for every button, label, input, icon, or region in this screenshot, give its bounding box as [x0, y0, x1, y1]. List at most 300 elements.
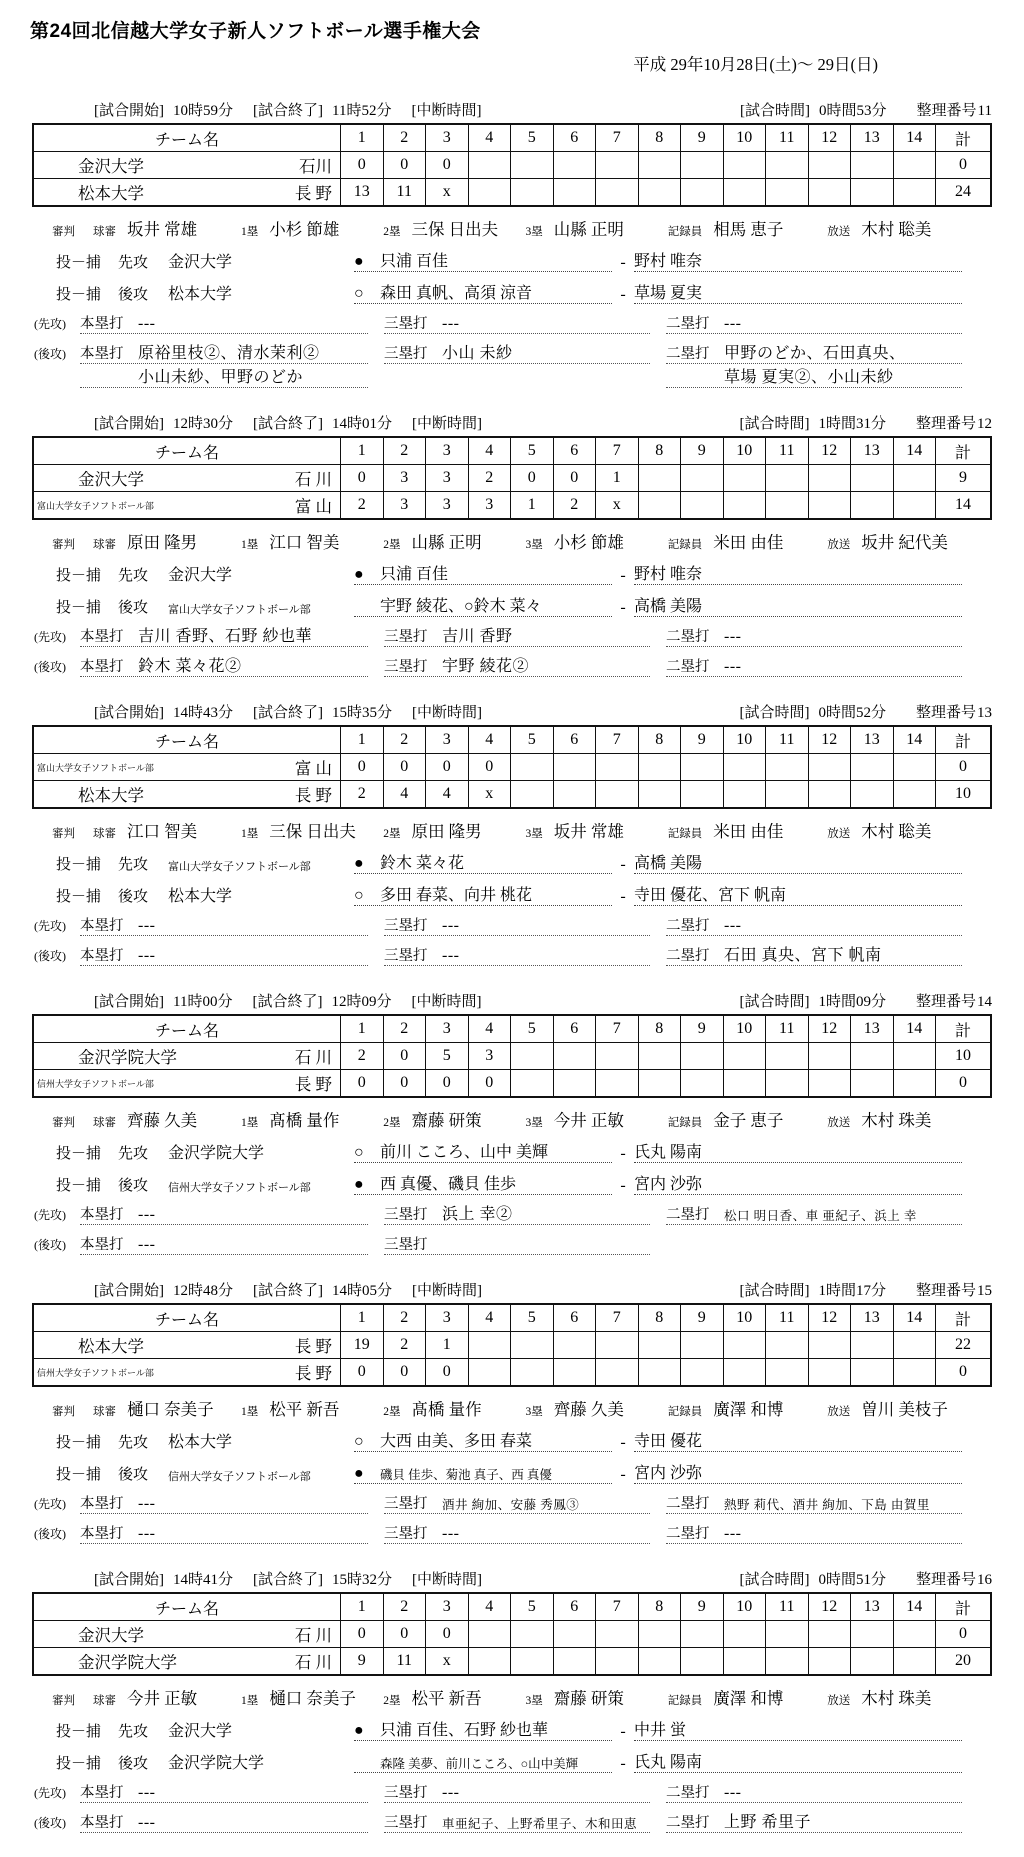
- inning-score: [511, 1332, 554, 1359]
- team-name-cell: [33, 1332, 341, 1359]
- inning-score: [723, 492, 766, 520]
- hit-segment: [666, 1490, 962, 1514]
- official-name: 木村 珠美: [861, 1111, 932, 1130]
- official-name: 坂井 常雄: [127, 220, 198, 239]
- inning-header: 9: [681, 124, 724, 152]
- official-role-label: 放送: [827, 226, 851, 238]
- pitcher-list: 前川 こころ、山中 美輝: [380, 1144, 549, 1161]
- battery-team-name: 金沢学院大学: [168, 1145, 265, 1162]
- hit-line: [666, 653, 962, 677]
- official-name: 髙橋 量作: [411, 1400, 482, 1419]
- battery-side-label: 先攻: [118, 1435, 149, 1451]
- battery-row: [56, 1138, 992, 1163]
- inning-header: 8: [638, 124, 681, 152]
- hit-line-2: [80, 364, 368, 388]
- hit-type-label: 本塁打: [80, 948, 124, 964]
- hit-players: 松口 明日香、車 亜紀子、浜上 幸: [724, 1209, 917, 1223]
- inning-score: [893, 754, 936, 781]
- inning-score: [851, 1621, 894, 1648]
- hit-segment: [666, 942, 962, 966]
- hit-players: 小山 未紗: [442, 345, 513, 362]
- official-name: 小杉 節雄: [269, 220, 340, 239]
- inning-score: [893, 1359, 936, 1387]
- battery-row: [56, 560, 992, 585]
- hit-type-label: 本塁打: [80, 1785, 124, 1801]
- inning-score: [511, 1043, 554, 1070]
- inning-score: [808, 492, 851, 520]
- inning-score: [893, 492, 936, 520]
- hit-segment: [384, 1490, 650, 1514]
- inning-score: 2: [341, 781, 384, 809]
- inning-header: 3: [426, 124, 469, 152]
- inning-score: 4: [383, 781, 426, 809]
- attack-side-label: (先攻): [34, 1208, 66, 1222]
- hit-type-label: 二塁打: [666, 1496, 710, 1512]
- hit-type-label: 二塁打: [666, 346, 710, 362]
- hit-line: [384, 1490, 650, 1514]
- team-name-header: チーム名: [33, 1593, 341, 1621]
- hit-type-label: 本塁打: [80, 1815, 124, 1831]
- inning-header: 6: [553, 1593, 596, 1621]
- serial-number: 13: [977, 705, 992, 721]
- hit-line: [666, 1520, 962, 1544]
- inning-score: 4: [426, 781, 469, 809]
- pitcher-list: 大西 由美、多田 春菜: [380, 1433, 533, 1450]
- inning-score: 0: [511, 465, 554, 492]
- inning-score: [851, 465, 894, 492]
- battery-row: [56, 1748, 992, 1773]
- hit-players: ---: [442, 1784, 460, 1801]
- hit-type-label: 本塁打: [80, 316, 124, 332]
- inning-score: [723, 179, 766, 207]
- inning-header: 12: [808, 124, 851, 152]
- official-role-label: 放送: [827, 539, 851, 551]
- inning-score: [553, 1359, 596, 1387]
- event-date: 平成 29年10月28日(土)～ 29日(日): [633, 55, 878, 74]
- meta-value: 11時52分: [332, 103, 392, 119]
- hit-type-label: 三塁打: [384, 1207, 428, 1223]
- team-row: [33, 465, 991, 492]
- scoreboard-header-row: [33, 1593, 991, 1621]
- inning-header: 11: [766, 726, 809, 754]
- meta-label: [試合開始]: [94, 416, 164, 432]
- inning-header: 14: [893, 726, 936, 754]
- inning-score: [596, 1359, 639, 1387]
- extra-base-hits-row: [34, 942, 992, 966]
- serial-label: 整理番号: [915, 416, 976, 432]
- inning-score: [808, 1648, 851, 1676]
- battery-side-label: 先攻: [118, 568, 149, 584]
- hit-line: [384, 1779, 650, 1803]
- hit-players: 吉川 香野: [442, 628, 513, 645]
- hit-line: [666, 1201, 962, 1225]
- inning-score: [723, 465, 766, 492]
- scoreboard-header-row: [33, 726, 991, 754]
- pitcher-names: [354, 1465, 612, 1484]
- official-name: 原田 隆男: [411, 822, 482, 841]
- inning-header: 2: [383, 1593, 426, 1621]
- official-role-label: 3塁: [525, 1406, 543, 1418]
- result-mark: ○: [354, 285, 364, 302]
- official-role-label: 記録員: [667, 1695, 703, 1707]
- hit-segment: [384, 942, 650, 966]
- hit-line: [80, 653, 368, 677]
- inning-score: [681, 152, 724, 179]
- inning-header: 11: [766, 437, 809, 465]
- meta-value: 10時59分: [173, 103, 234, 119]
- inning-score: [638, 754, 681, 781]
- result-mark: ●: [354, 855, 364, 872]
- meta-label: [中断時間]: [412, 416, 483, 432]
- official-name: 樋口 奈美子: [127, 1400, 214, 1419]
- catcher-names: 高橋 美陽: [634, 593, 962, 617]
- hit-line: [666, 1779, 962, 1803]
- official-role-label: 3塁: [525, 226, 543, 238]
- inning-score: [511, 1621, 554, 1648]
- umpire-label: 審判: [52, 828, 75, 840]
- extra-base-hits-row: [34, 310, 992, 334]
- inning-header: 9: [681, 726, 724, 754]
- catcher-names: 宮内 沙弥: [634, 1171, 962, 1195]
- serial-label: 整理番号: [916, 103, 977, 119]
- hit-players: 甲野のどか、石田真央、: [724, 345, 906, 362]
- meta-value: 14時01分: [332, 416, 393, 432]
- battery-side-label: 後攻: [118, 889, 149, 905]
- inning-header: 9: [681, 1304, 724, 1332]
- inning-score: [596, 1621, 639, 1648]
- scoreboard: [32, 123, 992, 207]
- hit-segment: [384, 340, 650, 364]
- pitcher-names: [354, 1717, 612, 1741]
- hit-segment: [384, 1809, 650, 1833]
- inning-score: 13: [341, 179, 384, 207]
- team-prefecture: 石川: [299, 157, 332, 176]
- officials-row: [52, 818, 992, 842]
- meta-value: 11時00分: [173, 994, 233, 1010]
- extra-base-hits-row: [34, 1201, 992, 1225]
- official-name: 三保 日出夫: [269, 822, 356, 841]
- inning-score: 3: [426, 492, 469, 520]
- inning-score: [681, 179, 724, 207]
- hit-line: [80, 310, 368, 334]
- official-name: 齊藤 久美: [127, 1111, 198, 1130]
- battery-team-name: 金沢大学: [168, 254, 233, 271]
- inning-score: [681, 1070, 724, 1098]
- pitcher-list: 森隆 美夢、前川こころ、○山中美輝: [380, 1757, 579, 1771]
- inning-header: 2: [383, 1304, 426, 1332]
- meta-value: 0時間51分: [818, 1572, 886, 1588]
- total-score: 10: [936, 1043, 992, 1070]
- inning-score: [511, 1648, 554, 1676]
- officials-row: [52, 529, 992, 553]
- inning-score: 0: [553, 465, 596, 492]
- inning-score: [638, 465, 681, 492]
- team-name-header: チーム名: [33, 1304, 341, 1332]
- battery-label: 投－捕: [56, 255, 102, 271]
- hit-segment: [384, 1520, 650, 1544]
- inning-score: 2: [383, 1332, 426, 1359]
- inning-score: [553, 179, 596, 207]
- meta-label: [試合終了]: [253, 103, 324, 119]
- hit-players: ---: [724, 628, 742, 645]
- official-role-label: 球審: [93, 1406, 116, 1418]
- game-meta-row: [32, 1279, 992, 1300]
- official-name: 江口 智美: [269, 533, 340, 552]
- hit-players: 吉川 香野、石野 紗也華: [138, 628, 313, 645]
- total-header: 計: [936, 726, 992, 754]
- inning-score: 0: [341, 754, 384, 781]
- meta-label: [中断時間]: [412, 1283, 483, 1299]
- team-name: 金沢大学: [78, 1626, 144, 1645]
- hit-line: [384, 1231, 650, 1255]
- serial-number: 11: [977, 103, 992, 119]
- hit-line: [666, 942, 962, 966]
- hit-line: [80, 942, 368, 966]
- total-header: 計: [936, 437, 992, 465]
- inning-score: [723, 1332, 766, 1359]
- team-row: [33, 152, 991, 179]
- battery-side-label: 後攻: [118, 600, 149, 616]
- inning-header: 12: [808, 1015, 851, 1043]
- official-role-label: 3塁: [525, 1117, 543, 1129]
- hit-type-label: 本塁打: [80, 1526, 124, 1542]
- team-row: [33, 754, 991, 781]
- team-prefecture: 長 野: [294, 1075, 332, 1094]
- inning-score: [638, 1621, 681, 1648]
- inning-score: [596, 1043, 639, 1070]
- official-name: 小杉 節雄: [553, 533, 624, 552]
- inning-score: [893, 152, 936, 179]
- attack-side-label: (先攻): [34, 630, 66, 644]
- team-name-header: チーム名: [33, 1015, 341, 1043]
- meta-label: [中断時間]: [411, 994, 482, 1010]
- official-role-label: 2塁: [383, 828, 401, 840]
- team-prefecture: 石 川: [294, 1048, 332, 1067]
- official-name: 廣澤 和博: [713, 1689, 784, 1708]
- game-meta-row: [32, 1568, 992, 1589]
- team-row: [33, 1648, 991, 1676]
- official-role-label: 2塁: [383, 1695, 401, 1707]
- official-name: 齋藤 研策: [553, 1689, 624, 1708]
- total-score: 0: [936, 1359, 992, 1387]
- official-name: 木村 珠美: [861, 1689, 932, 1708]
- official-role-label: 2塁: [383, 1406, 401, 1418]
- official-role-label: 球審: [93, 1695, 116, 1707]
- attack-side-label: (先攻): [34, 317, 66, 331]
- inning-header: 6: [553, 437, 596, 465]
- battery-row: [56, 1170, 992, 1195]
- pitcher-names: [354, 1754, 612, 1773]
- inning-score: [893, 465, 936, 492]
- game-block: [32, 1279, 992, 1544]
- team-row: [33, 1621, 991, 1648]
- battery-label: 投－捕: [56, 600, 102, 616]
- inning-score: 0: [383, 754, 426, 781]
- inning-score: [468, 1621, 511, 1648]
- battery-separator: -: [620, 856, 626, 873]
- hit-type-label: 二塁打: [666, 948, 710, 964]
- battery-row: [56, 881, 992, 906]
- hit-players: 原裕里枝②、清水茉利②: [138, 345, 320, 362]
- official-name: 山縣 正明: [553, 220, 624, 239]
- hit-segment: [80, 1490, 368, 1514]
- hit-type-label: 三塁打: [384, 1496, 428, 1512]
- meta-label: [試合終了]: [253, 705, 324, 721]
- inning-score: 3: [383, 492, 426, 520]
- pitcher-names: [354, 248, 612, 272]
- battery-label: 投－捕: [56, 1756, 102, 1772]
- official-name: 米田 由佳: [713, 822, 784, 841]
- inning-score: [681, 781, 724, 809]
- hit-line: [384, 1520, 650, 1544]
- official-name: 樋口 奈美子: [269, 1689, 356, 1708]
- inning-header: 10: [723, 1593, 766, 1621]
- inning-score: 0: [383, 152, 426, 179]
- hit-type-label: 三塁打: [384, 918, 428, 934]
- official-name: 齊藤 久美: [553, 1400, 624, 1419]
- battery-label: 投－捕: [56, 1178, 102, 1194]
- pitcher-list: 宇野 綾花、○鈴木 菜々: [380, 598, 542, 615]
- battery-label: 投－捕: [56, 1724, 102, 1740]
- team-name: 信州大学女子ソフトボール部: [37, 1367, 154, 1378]
- inning-header: 8: [638, 1015, 681, 1043]
- inning-score: [638, 781, 681, 809]
- battery-label: 投－捕: [56, 287, 102, 303]
- hit-players: ---: [138, 947, 156, 964]
- inning-score: [851, 152, 894, 179]
- inning-header: 5: [511, 1015, 554, 1043]
- inning-score: 0: [468, 754, 511, 781]
- hit-segment: [384, 1231, 650, 1255]
- inning-score: [511, 179, 554, 207]
- inning-score: [893, 781, 936, 809]
- meta-label: [試合開始]: [94, 705, 164, 721]
- result-mark: ●: [354, 253, 364, 270]
- games: [0, 99, 1024, 1833]
- extra-base-hits-row: [34, 1520, 992, 1544]
- total-score: 0: [936, 1621, 992, 1648]
- inning-header: 12: [808, 726, 851, 754]
- inning-header: 3: [426, 437, 469, 465]
- pitcher-names: [354, 1139, 612, 1163]
- team-row: [33, 179, 991, 207]
- total-header: 計: [936, 1593, 992, 1621]
- inning-score: [808, 1359, 851, 1387]
- inning-header: 5: [511, 1304, 554, 1332]
- official-role-label: 2塁: [383, 226, 401, 238]
- inning-header: 13: [851, 1015, 894, 1043]
- total-score: 22: [936, 1332, 992, 1359]
- catcher-names: 寺田 優花、宮下 帆南: [634, 882, 962, 906]
- team-row: [33, 1043, 991, 1070]
- inning-score: [681, 754, 724, 781]
- inning-score: [766, 465, 809, 492]
- attack-side-label: (後攻): [34, 949, 66, 963]
- inning-score: [468, 152, 511, 179]
- hit-type-label: 二塁打: [666, 1207, 710, 1223]
- result-mark: ●: [354, 566, 364, 583]
- inning-header: 12: [808, 1593, 851, 1621]
- battery-label: 投－捕: [56, 1435, 102, 1451]
- meta-label: [試合時間]: [740, 103, 811, 119]
- official-role-label: 放送: [827, 1117, 851, 1129]
- inning-score: 2: [341, 1043, 384, 1070]
- team-name: 松本大学: [78, 786, 144, 805]
- inning-score: [638, 1359, 681, 1387]
- page-title: 第24回北信越大学女子新人ソフトボール選手権大会: [30, 21, 481, 42]
- meta-label: [試合開始]: [94, 1572, 164, 1588]
- inning-score: [766, 1648, 809, 1676]
- inning-score: [766, 1332, 809, 1359]
- battery-side-label: 後攻: [118, 1756, 149, 1772]
- battery-separator: -: [620, 599, 626, 616]
- total-score: 9: [936, 465, 992, 492]
- inning-score: [638, 1070, 681, 1098]
- battery-team-name: 松本大学: [168, 888, 233, 905]
- extra-base-hits-row: [34, 1809, 992, 1833]
- battery-row: [56, 247, 992, 272]
- meta-label: [試合終了]: [253, 1572, 324, 1588]
- inning-header: 10: [723, 1015, 766, 1043]
- inning-header: 13: [851, 124, 894, 152]
- scoreboard-header-row: [33, 1015, 991, 1043]
- inning-header: 6: [553, 124, 596, 152]
- hit-type-label: 三塁打: [384, 346, 428, 362]
- hit-line: [384, 623, 650, 647]
- battery-separator: -: [620, 1755, 626, 1772]
- meta-value: 15時35分: [332, 705, 393, 721]
- hit-players: ---: [138, 1814, 156, 1831]
- hit-line: [666, 1809, 962, 1833]
- meta-value: 12時09分: [331, 994, 392, 1010]
- hit-type-label: 三塁打: [384, 316, 428, 332]
- inning-score: [553, 1332, 596, 1359]
- inning-score: 0: [341, 1621, 384, 1648]
- team-name-wrap: [34, 1360, 340, 1384]
- official-name: 今井 正敏: [127, 1689, 198, 1708]
- hit-players: ---: [724, 1525, 742, 1542]
- official-name: 三保 日出夫: [411, 220, 499, 239]
- hit-line: [80, 912, 368, 936]
- hit-line: [80, 1231, 368, 1255]
- inning-score: [766, 492, 809, 520]
- catcher-names: 氏丸 陽南: [634, 1749, 962, 1773]
- battery-side-label: 後攻: [118, 287, 149, 303]
- attack-side-label: (後攻): [34, 660, 66, 674]
- hit-players: ---: [442, 1525, 460, 1542]
- inning-score: x: [426, 179, 469, 207]
- battery-team-name: 松本大学: [168, 1434, 233, 1451]
- inning-score: [511, 1070, 554, 1098]
- team-name-header: チーム名: [33, 124, 341, 152]
- inning-score: [808, 152, 851, 179]
- serial-label: 整理番号: [915, 1283, 976, 1299]
- inning-score: [808, 754, 851, 781]
- official-name: 原田 隆男: [127, 533, 198, 552]
- official-name: 齋藤 研策: [411, 1111, 482, 1130]
- serial-number: 14: [977, 994, 992, 1010]
- official-name: 山縣 正明: [411, 533, 482, 552]
- official-role-label: 記録員: [667, 226, 703, 238]
- team-name-cell: [33, 1359, 341, 1387]
- pitcher-list: 鈴木 菜々花: [380, 855, 465, 872]
- inning-score: [681, 465, 724, 492]
- team-name: 松本大学: [78, 184, 144, 203]
- inning-score: 3: [383, 465, 426, 492]
- inning-score: 3: [468, 1043, 511, 1070]
- hit-line: [384, 340, 650, 364]
- inning-score: 0: [383, 1043, 426, 1070]
